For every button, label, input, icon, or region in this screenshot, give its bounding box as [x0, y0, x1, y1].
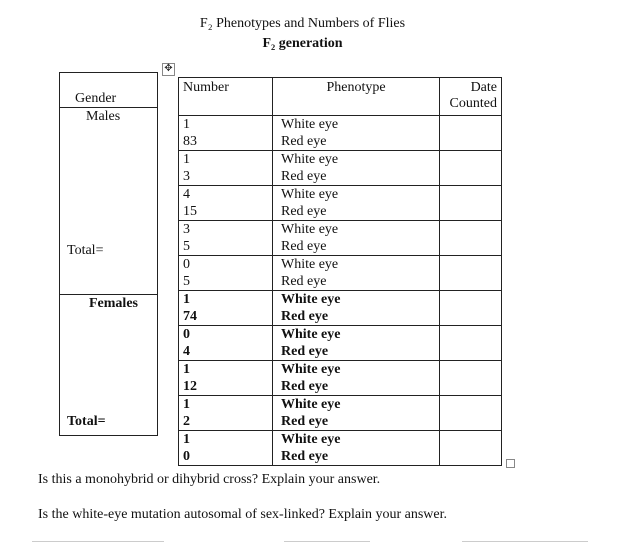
number-cell [179, 361, 273, 396]
date-counted-cell[interactable] [440, 326, 502, 361]
phenotype-cell [273, 396, 440, 431]
date-counted-cell[interactable] [440, 256, 502, 291]
table-row [179, 361, 502, 396]
count-value: 2 [183, 414, 190, 429]
phenotype-value: White eye [281, 397, 341, 412]
count-value: 74 [183, 309, 197, 324]
phenotype-table [178, 77, 502, 466]
table-row [179, 291, 502, 326]
gender-box [59, 72, 158, 436]
total-males-label: Total= [67, 243, 104, 258]
divider [462, 541, 588, 542]
header-date-text: Date [470, 80, 497, 95]
document-title: F₂ Phenotypes and Numbers of Flies [199, 16, 406, 31]
phenotype-value: Red eye [281, 309, 329, 324]
number-cell [179, 186, 273, 221]
phenotype-value: Red eye [281, 344, 329, 359]
table-row [179, 256, 502, 291]
phenotype-cell [273, 116, 440, 151]
number-cell [179, 221, 273, 256]
phenotype-value: Red eye [281, 169, 327, 184]
phenotype-value: White eye [281, 292, 341, 307]
divider [32, 541, 164, 542]
number-cell [179, 326, 273, 361]
count-value: 4 [183, 187, 190, 202]
date-counted-cell[interactable] [440, 116, 502, 151]
divider [284, 541, 370, 542]
document-subtitle: F₂ generation [262, 36, 343, 51]
count-value: 0 [183, 327, 190, 342]
phenotype-value: White eye [281, 327, 341, 342]
phenotype-cell [273, 186, 440, 221]
gender-label: Gender [75, 91, 117, 106]
header-phenotype [273, 78, 440, 116]
table-row [179, 116, 502, 151]
phenotype-cell [273, 431, 440, 466]
table-row [179, 326, 502, 361]
count-value: 5 [183, 274, 190, 289]
date-counted-cell[interactable] [440, 291, 502, 326]
count-value: 1 [183, 397, 190, 412]
number-cell [179, 431, 273, 466]
count-value: 83 [183, 134, 197, 149]
date-counted-cell[interactable] [440, 151, 502, 186]
table-row [179, 396, 502, 431]
phenotype-cell [273, 361, 440, 396]
table-row [179, 151, 502, 186]
phenotype-value: White eye [281, 432, 341, 447]
phenotype-cell [273, 326, 440, 361]
table-row [179, 431, 502, 466]
count-value: 0 [183, 449, 190, 464]
phenotype-value: Red eye [281, 204, 327, 219]
table-move-handle-icon[interactable]: ✥ [162, 63, 175, 76]
phenotype-value: White eye [281, 222, 339, 237]
header-phenotype-text: Phenotype [326, 80, 386, 95]
date-counted-cell[interactable] [440, 361, 502, 396]
total-females-label: Total= [67, 414, 106, 429]
phenotype-value: Red eye [281, 134, 327, 149]
question-1: Is this a monohybrid or dihybrid cross? Explain your answer. [38, 472, 381, 487]
phenotype-cell [273, 291, 440, 326]
count-value: 0 [183, 257, 190, 272]
phenotype-value: White eye [281, 187, 339, 202]
date-counted-cell[interactable] [440, 186, 502, 221]
number-cell [179, 291, 273, 326]
count-value: 12 [183, 379, 197, 394]
number-cell [179, 116, 273, 151]
date-counted-cell[interactable] [440, 431, 502, 466]
phenotype-value: Red eye [281, 449, 329, 464]
count-value: 1 [183, 432, 190, 447]
phenotype-cell [273, 256, 440, 291]
table-header-row [179, 78, 502, 116]
question-2: Is the white-eye mutation autosomal of sex-linked? Explain your answer. [38, 507, 448, 522]
header-number [179, 78, 273, 116]
divider [60, 107, 157, 108]
header-date-counted [440, 78, 502, 116]
count-value: 1 [183, 362, 190, 377]
phenotype-value: Red eye [281, 239, 327, 254]
males-label: Males [86, 109, 121, 124]
number-cell [179, 256, 273, 291]
header-counted-text: Counted [449, 96, 497, 111]
count-value: 1 [183, 292, 190, 307]
date-counted-cell[interactable] [440, 396, 502, 431]
table-row [179, 221, 502, 256]
phenotype-value: Red eye [281, 274, 327, 289]
table-resize-handle[interactable] [506, 459, 515, 468]
count-value: 4 [183, 344, 190, 359]
phenotype-cell [273, 221, 440, 256]
phenotype-value: White eye [281, 152, 339, 167]
table-row [179, 186, 502, 221]
number-cell [179, 151, 273, 186]
count-value: 3 [183, 169, 190, 184]
phenotype-value: Red eye [281, 414, 329, 429]
phenotype-value: White eye [281, 362, 341, 377]
phenotype-cell [273, 151, 440, 186]
count-value: 15 [183, 204, 197, 219]
count-value: 3 [183, 222, 190, 237]
count-value: 1 [183, 117, 190, 132]
number-cell [179, 396, 273, 431]
phenotype-value: White eye [281, 257, 339, 272]
females-label: Females [89, 296, 138, 311]
date-counted-cell[interactable] [440, 221, 502, 256]
phenotype-value: Red eye [281, 379, 329, 394]
count-value: 5 [183, 239, 190, 254]
count-value: 1 [183, 152, 190, 167]
phenotype-value: White eye [281, 117, 339, 132]
divider [60, 294, 157, 295]
header-number-text: Number [183, 80, 229, 95]
